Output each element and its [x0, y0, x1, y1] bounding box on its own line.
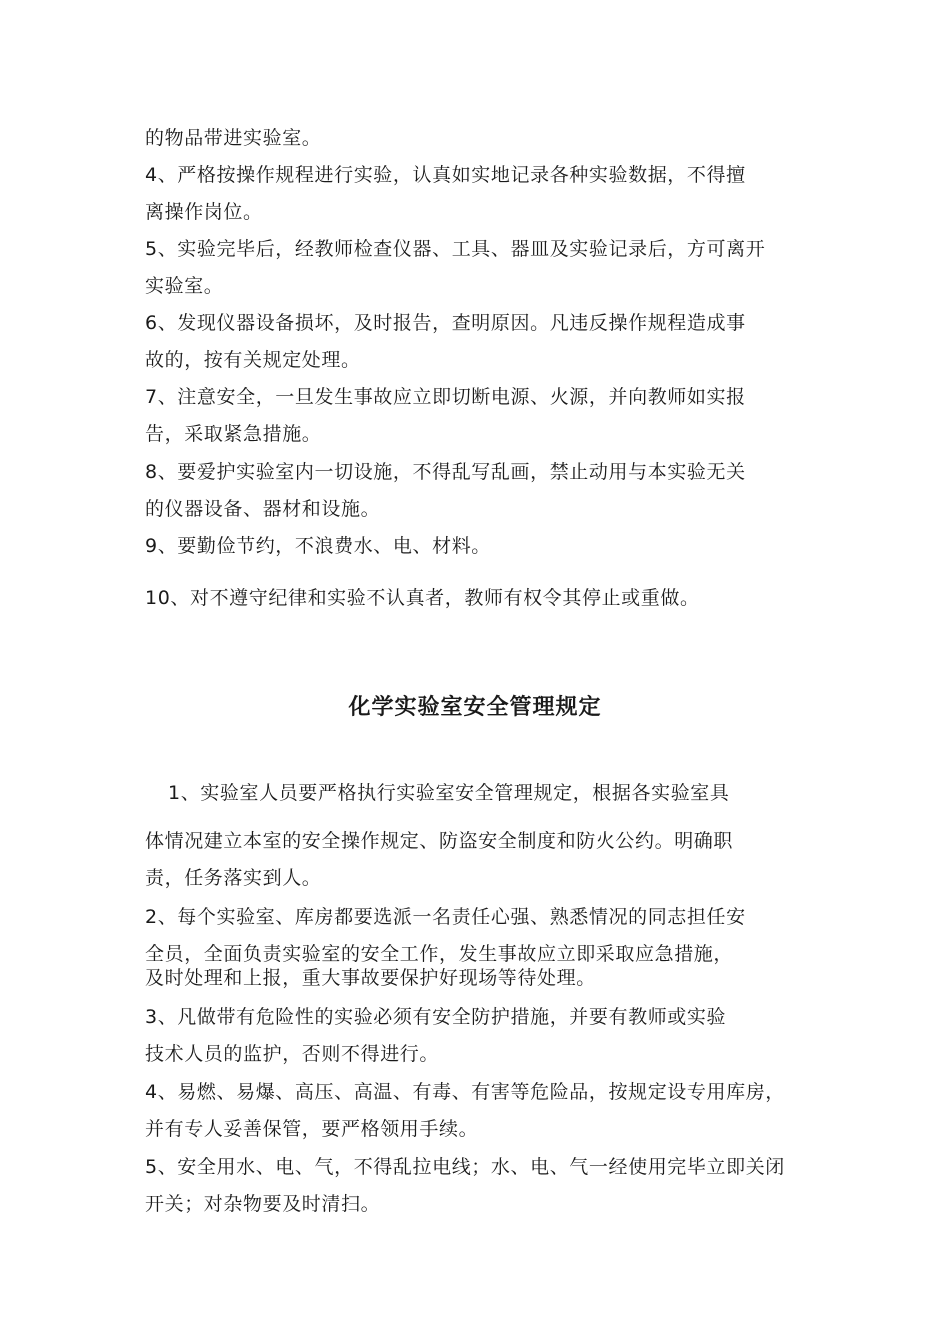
section-title: 化学实验室安全管理规定 [348, 695, 602, 720]
rule-line: 技术人员的监护，否则不得进行。 [145, 1043, 440, 1065]
rule-line: 离操作岗位。 [145, 201, 263, 223]
rule-line: 8、要爱护实验室内一切设施，不得乱写乱画，禁止动用与本实验无关 [145, 461, 746, 483]
rule-line: 责，任务落实到人。 [145, 867, 322, 889]
rule-line: 告，采取紧急措施。 [145, 423, 322, 445]
rule-line: 开关；对杂物要及时清扫。 [145, 1193, 381, 1215]
rule-line: 2、每个实验室、库房都要选派一名责任心强、熟悉情况的同志担任安 [145, 906, 746, 928]
rule-line: 7、注意安全，一旦发生事故应立即切断电源、火源，并向教师如实报 [145, 386, 746, 408]
rule-line: 9、要勤俭节约，不浪费水、电、材料。 [145, 535, 491, 557]
rule-line: 1、实验室人员要严格执行实验室安全管理规定，根据各实验室具 [168, 782, 730, 804]
rule-line: 实验室。 [145, 275, 224, 297]
rule-line: 并有专人妥善保管，要严格领用手续。 [145, 1118, 479, 1140]
rule-line: 5、实验完毕后，经教师检查仪器、工具、器皿及实验记录后，方可离开 [145, 238, 766, 260]
rule-line: 全员，全面负责实验室的安全工作，发生事故应立即采取应急措施， [145, 943, 734, 965]
rule-line: 故的，按有关规定处理。 [145, 349, 361, 371]
rule-line: 的物品带进实验室。 [145, 127, 322, 149]
rule-line: 3、凡做带有危险性的实验必须有安全防护措施，并要有教师或实验 [145, 1006, 727, 1028]
rule-line: 6、发现仪器设备损坏，及时报告，查明原因。凡违反操作规程造成事 [145, 312, 746, 334]
rule-line: 5、安全用水、电、气，不得乱拉电线；水、电、气一经使用完毕立即关闭 [145, 1156, 785, 1178]
rule-line: 的仪器设备、器材和设施。 [145, 498, 381, 520]
rule-line: 4、严格按操作规程进行实验，认真如实地记录各种实验数据，不得擅 [145, 164, 746, 186]
rule-line: 10、对不遵守纪律和实验不认真者，教师有权令其停止或重做。 [145, 587, 700, 609]
rule-line: 及时处理和上报，重大事故要保护好现场等待处理。 [145, 967, 596, 989]
rule-line: 体情况建立本室的安全操作规定、防盗安全制度和防火公约。明确职 [145, 830, 734, 852]
rule-line: 4、易燃、易爆、高压、高温、有毒、有害等危险品，按规定设专用库房， [145, 1081, 785, 1103]
